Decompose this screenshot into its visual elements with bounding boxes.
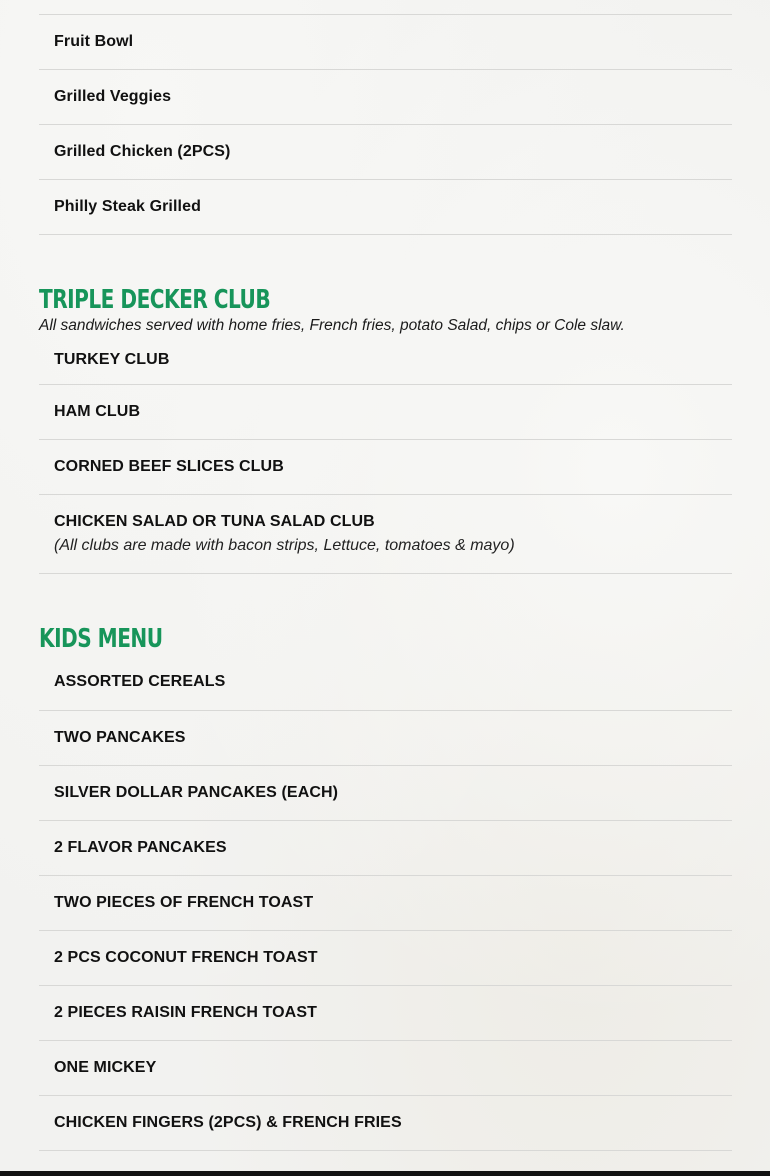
divider (39, 0, 732, 15)
menu-item-silver-dollar-pancakes (39, 766, 732, 821)
menu-item-philly-steak (39, 180, 732, 235)
menu-item-2-flavor-pancakes (39, 821, 732, 876)
menu-item-coconut-french-toast (39, 931, 732, 986)
section-kids-menu (39, 624, 732, 1151)
menu-item-chicken-fingers (39, 1096, 732, 1151)
menu-item-name: Fruit Bowl (54, 33, 134, 50)
menu-item-chicken-tuna-club (39, 495, 732, 574)
section-title: KIDS MENU (39, 624, 163, 654)
menu-item-two-pancakes (39, 711, 732, 766)
menu-item-grilled-veggies (39, 70, 732, 125)
menu-item-corned-beef-club (39, 440, 732, 495)
menu-item-name: 2 PCS COCONUT FRENCH TOAST (54, 949, 318, 966)
menu-item-fruit-bowl (39, 15, 732, 70)
menu-item-turkey-club (39, 335, 732, 385)
menu-item-name: TWO PIECES OF FRENCH TOAST (54, 894, 314, 911)
section-triple-decker-club (39, 285, 732, 574)
menu-item-grilled-chicken (39, 125, 732, 180)
menu-list (39, 0, 732, 1151)
menu-item-name: CHICKEN SALAD OR TUNA SALAD CLUB (54, 513, 375, 530)
menu-item-assorted-cereals (39, 654, 732, 711)
menu-item-name: 2 FLAVOR PANCAKES (54, 839, 227, 856)
menu-item-name: SILVER DOLLAR PANCAKES (EACH) (54, 784, 339, 801)
menu-item-name: HAM CLUB (54, 403, 141, 420)
menu-item-name: TWO PANCAKES (54, 729, 186, 746)
section-title: TRIPLE DECKER CLUB (39, 285, 271, 315)
menu-item-note: (All clubs are made with bacon strips, Lettuce, tomatoes & mayo) (54, 537, 515, 554)
menu-item-one-mickey (39, 1041, 732, 1096)
menu-item-name: Philly Steak Grilled (54, 198, 201, 215)
menu-item-raisin-french-toast (39, 986, 732, 1041)
menu-item-name: ONE MICKEY (54, 1059, 157, 1076)
menu-item-name: Grilled Chicken (2PCS) (54, 143, 231, 160)
menu-item-name: CORNED BEEF SLICES CLUB (54, 458, 284, 475)
section-description: All sandwiches served with home fries, French fries, potato Salad, chips or Cole slaw. (39, 317, 625, 334)
menu-item-name: CHICKEN FINGERS (2PCS) & FRENCH FRIES (54, 1114, 402, 1131)
menu-item-name: 2 PIECES RAISIN FRENCH TOAST (54, 1004, 317, 1021)
menu-item-name: ASSORTED CEREALS (54, 673, 226, 690)
menu-item-ham-club (39, 385, 732, 440)
menu-item-name: Grilled Veggies (54, 88, 172, 105)
bottom-bar (0, 1171, 770, 1176)
menu-item-two-pieces-french-toast (39, 876, 732, 931)
menu-item-name: TURKEY CLUB (54, 350, 170, 368)
